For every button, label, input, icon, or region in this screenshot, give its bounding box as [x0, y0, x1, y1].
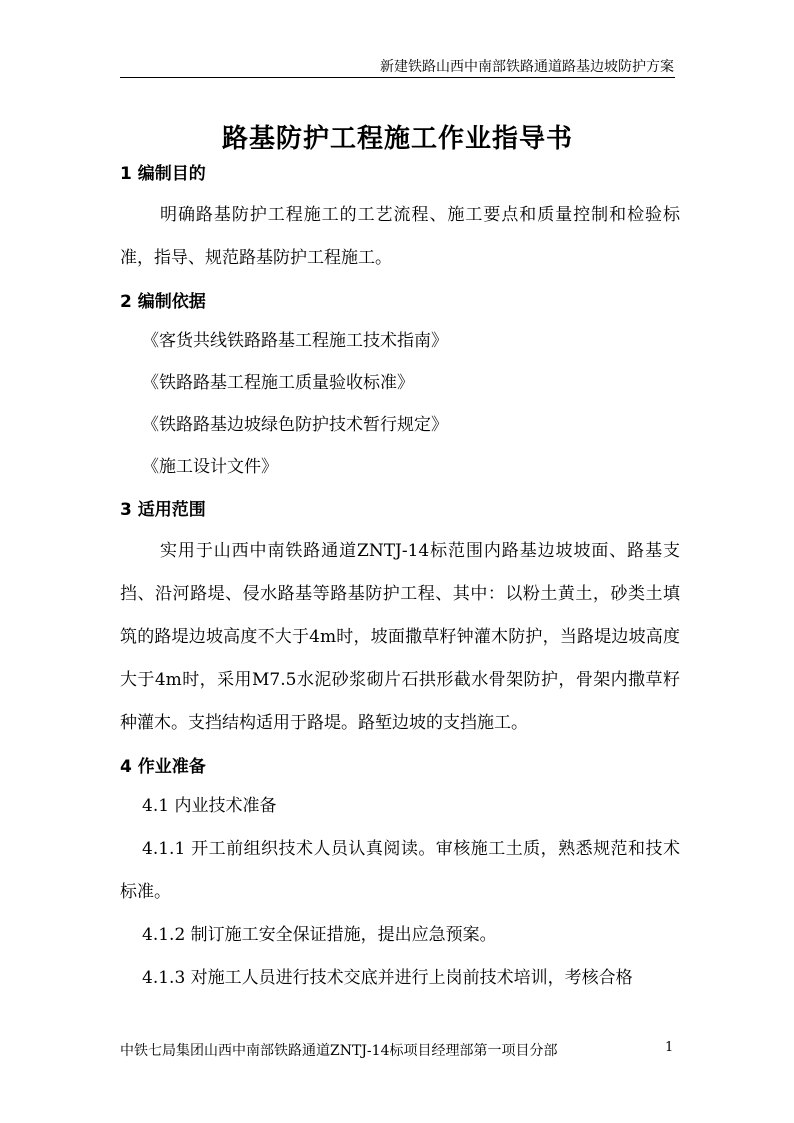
clause-item: 4.1.2 制订施工安全保证措施，提出应急预案。: [142, 925, 497, 945]
section-2-heading: 2 编制依据: [120, 292, 206, 312]
reference-item: 《施工设计文件》: [142, 457, 278, 477]
section-3-heading: 3 适用范围: [120, 500, 206, 520]
subsection-4-1-heading: 4.1 内业技术准备: [142, 796, 277, 816]
reference-item: 《客货共线铁路路基工程施工技术指南》: [142, 331, 448, 351]
section-1-heading: 1 编制目的: [120, 164, 206, 184]
section-3-paragraph: 实用于山西中南铁路通道ZNTJ-14标范围内路基边坡坡面、路基支挡、沿河路堤、侵水路基等路基防护工程、其中：以粉土黄土，砂类土填筑的路堤边坡高度不大于4m时，坡面撒草籽钟灌木防护，当路堤边坡高度大于4m时，采用M7.5水泥砂浆砌片石拱形截水骨架防护，骨架内撒草籽种灌木。支挡结构适用于路堤。路堑边坡的支挡施工。: [120, 541, 680, 733]
section-4-heading: 4 作业准备: [120, 757, 206, 777]
running-header: 新建铁路山西中南部铁路通道路基边坡防护方案: [380, 59, 674, 75]
clause-item: 4.1.3 对施工人员进行技术交底并进行上岗前技术培训，考核合格: [142, 968, 633, 988]
section-1-paragraph: 明确路基防护工程施工的工艺流程、施工要点和质量控制和检验标准，指导、规范路基防护工程施工。: [120, 205, 680, 268]
clause-item: 4.1.1 开工前组织技术人员认真阅读。审核施工土质，熟悉规范和技术标准。: [120, 839, 680, 902]
running-footer: 中铁七局集团山西中南部铁路通道ZNTJ-14标项目经理部第一项目分部: [120, 1043, 558, 1059]
reference-list: [120, 320, 680, 488]
document-title: 路基防护工程施工作业指导书: [221, 124, 573, 154]
document-body: [120, 160, 680, 1000]
page-number: 1: [665, 1040, 674, 1055]
reference-item: 《铁路路基工程施工质量验收标准》: [142, 373, 414, 393]
reference-item: 《铁路路基边坡绿色防护技术暂行规定》: [142, 415, 448, 435]
header-rule: [120, 77, 675, 78]
